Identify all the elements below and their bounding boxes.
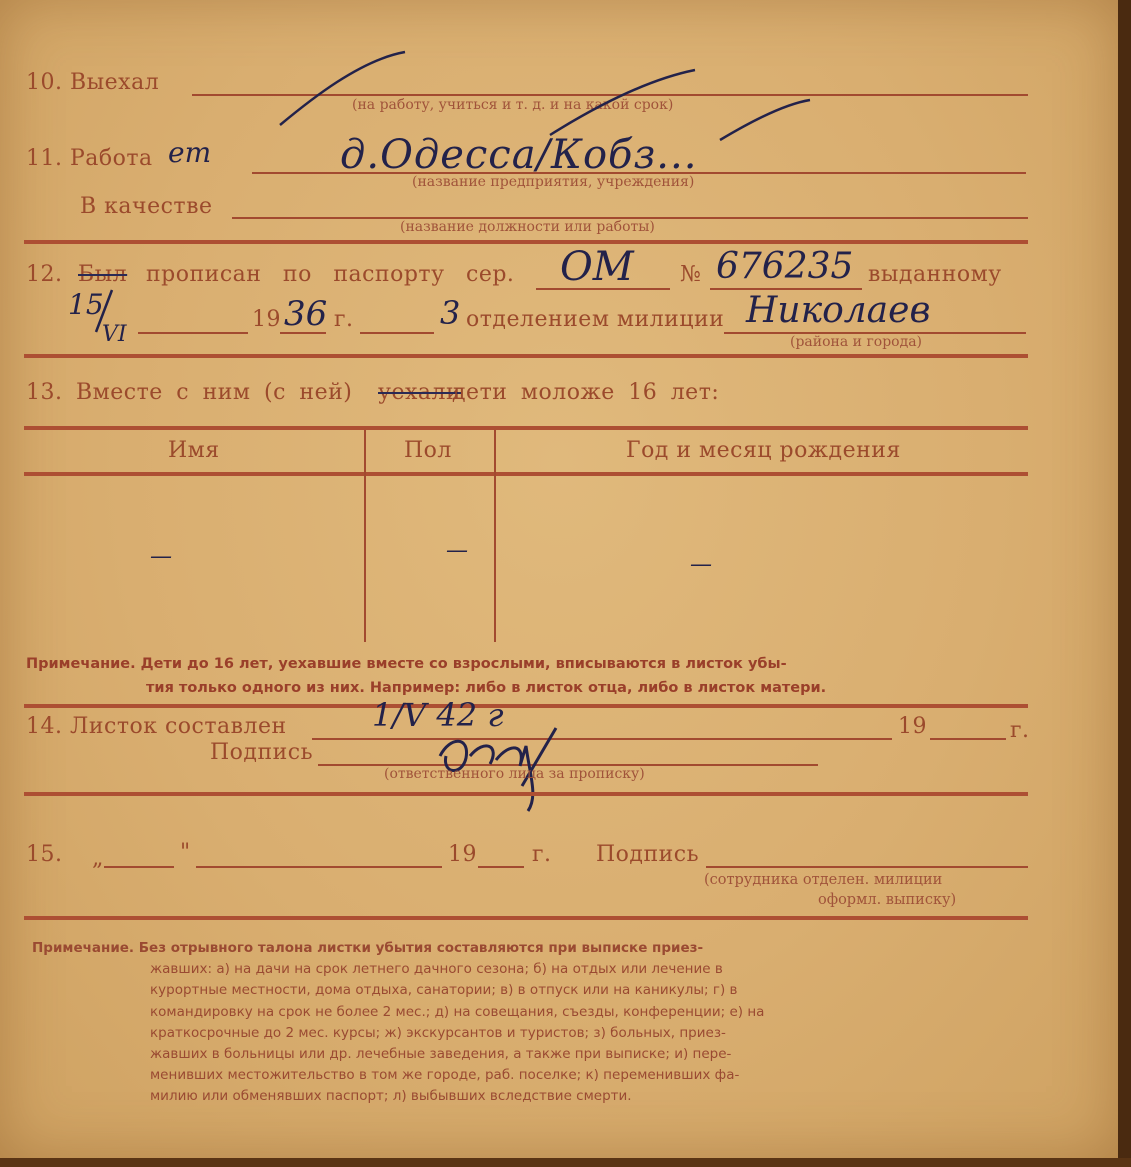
final-note-line: курортные местности, дома отдыха, санатории; в) в отпуск или на каникулы; г) в bbox=[150, 982, 738, 999]
item15-signature-hint-2: оформл. выписку) bbox=[818, 892, 957, 908]
item15-day-line bbox=[104, 866, 174, 868]
item12-dept-number: 3 bbox=[440, 294, 461, 332]
final-note-line: жавших: а) на дачи на срок летнего дачного сезона; б) на отдых или лечение в bbox=[150, 961, 723, 978]
table-header-name: Имя bbox=[168, 438, 220, 463]
item12-year: 36 bbox=[284, 294, 328, 334]
item12-label: 12. bbox=[26, 262, 63, 287]
item15-signature-hint-1: (сотрудника отделен. милиции bbox=[704, 872, 943, 888]
divider-after-13 bbox=[24, 704, 1028, 708]
item12-city: Николаев bbox=[746, 290, 931, 331]
item15-signature-label: Подпись bbox=[596, 842, 700, 867]
item14-year-prefix: 19 bbox=[898, 714, 927, 739]
item12-dept-line bbox=[360, 332, 434, 334]
item12-series: ОМ bbox=[560, 244, 634, 290]
table-top-border bbox=[24, 426, 1028, 430]
table-header-sex: Пол bbox=[404, 438, 452, 463]
item11-label: 11. Работа bbox=[26, 146, 153, 171]
item11-value: д.Одесса/Кобз... bbox=[340, 132, 698, 178]
final-note-line: менивших местожительство в том же городе, раб. поселке; к) переменивших фа- bbox=[150, 1067, 740, 1084]
item11-position-label: В качестве bbox=[80, 194, 213, 219]
table-cell-name: — bbox=[150, 544, 172, 569]
table-col-divider-1 bbox=[364, 430, 366, 642]
item12-struck-word: Был bbox=[78, 262, 128, 287]
item12-date-line bbox=[138, 332, 248, 334]
item11-position-hint: (название должности или работы) bbox=[400, 219, 655, 235]
item14-year-suffix: г. bbox=[1010, 718, 1030, 743]
item14-signature-label: Подпись bbox=[210, 740, 314, 765]
item14-label: 14. Листок составлен bbox=[26, 714, 287, 739]
item15-label: 15. bbox=[26, 842, 63, 867]
item10-hint: (на работу, учиться и т. д. и на какой срок) bbox=[352, 97, 674, 113]
item14-signature-hint: (ответственного лица за прописку) bbox=[384, 766, 645, 782]
item13-note-line-2: тия только одного из них. Например: либо в листок отца, либо в листок матери. bbox=[146, 680, 827, 696]
item11-label-suffix: ет bbox=[168, 136, 212, 169]
divider-after-15 bbox=[24, 916, 1028, 920]
photo-edge-right bbox=[1118, 0, 1131, 1167]
item14-date-line bbox=[312, 738, 892, 740]
item12-city-hint: (района и города) bbox=[790, 334, 923, 350]
item15-year-suffix: г. bbox=[532, 842, 552, 867]
item14-date-value: 1/V 42 г bbox=[372, 696, 504, 734]
table-header-birth: Год и месяц рождения bbox=[626, 438, 901, 463]
item12-dept-text: отделением милиции bbox=[466, 307, 725, 332]
final-note-line: милию или обменявших паспорт; л) выбывших вследствие смерти. bbox=[150, 1088, 632, 1105]
final-note-line: командировку на срок не более 2 мес.; д) на совещания, съезды, конференции; е) на bbox=[150, 1003, 765, 1020]
final-note-line: жавших в больницы или др. лечебные заведения, а также при выписке; и) пере- bbox=[150, 1046, 732, 1063]
item12-year-suffix: г. bbox=[334, 307, 354, 332]
item10-label: 10. Выехал bbox=[26, 70, 160, 95]
table-col-divider-2 bbox=[494, 430, 496, 642]
item12-text: прописан по паспорту сер. bbox=[146, 262, 515, 287]
item13-label: 13. Вместе с ним (с ней) bbox=[26, 380, 353, 405]
final-note bbox=[32, 938, 764, 1108]
table-cell-sex: — bbox=[446, 538, 468, 563]
photo-edge-bottom bbox=[0, 1158, 1131, 1167]
table-header-border bbox=[24, 472, 1028, 476]
item12-number: 676235 bbox=[716, 246, 854, 287]
item13-label-tail: дети моложе 16 лет: bbox=[452, 380, 720, 405]
item13-struck-word: уехали bbox=[378, 380, 462, 405]
item15-year-prefix: 19 bbox=[448, 842, 477, 867]
item12-date-month: VI bbox=[102, 322, 127, 347]
divider-after-14 bbox=[24, 792, 1028, 796]
item12-number-label: № bbox=[680, 262, 702, 287]
divider-after-12 bbox=[24, 354, 1028, 358]
final-note-line: краткосрочные до 2 мес. курсы; ж) экскурсантов и туристов; з) больных, приез- bbox=[150, 1024, 726, 1041]
divider-after-11 bbox=[24, 240, 1028, 244]
table-cell-birth: — bbox=[690, 552, 712, 577]
item12-date-day: 15 bbox=[68, 288, 104, 321]
final-note-line: Примечание. Без отрывного талона листки убытия составляются при выписке приез- bbox=[32, 940, 704, 956]
item15-close-quote: " bbox=[180, 840, 191, 865]
item12-issued: выданному bbox=[868, 262, 1002, 287]
item15-open-quote: „ bbox=[92, 846, 104, 871]
item14-year-line bbox=[930, 738, 1006, 740]
item12-year-prefix: 19 bbox=[252, 307, 281, 332]
item15-signature-line bbox=[706, 866, 1028, 868]
item15-year-line bbox=[478, 866, 524, 868]
item13-note-line-1: Примечание. Дети до 16 лет, уехавшие вместе со взрослыми, вписываются в листок убы- bbox=[26, 656, 787, 672]
item11-hint: (название предприятия, учреждения) bbox=[412, 174, 695, 190]
item15-month-line bbox=[196, 866, 442, 868]
